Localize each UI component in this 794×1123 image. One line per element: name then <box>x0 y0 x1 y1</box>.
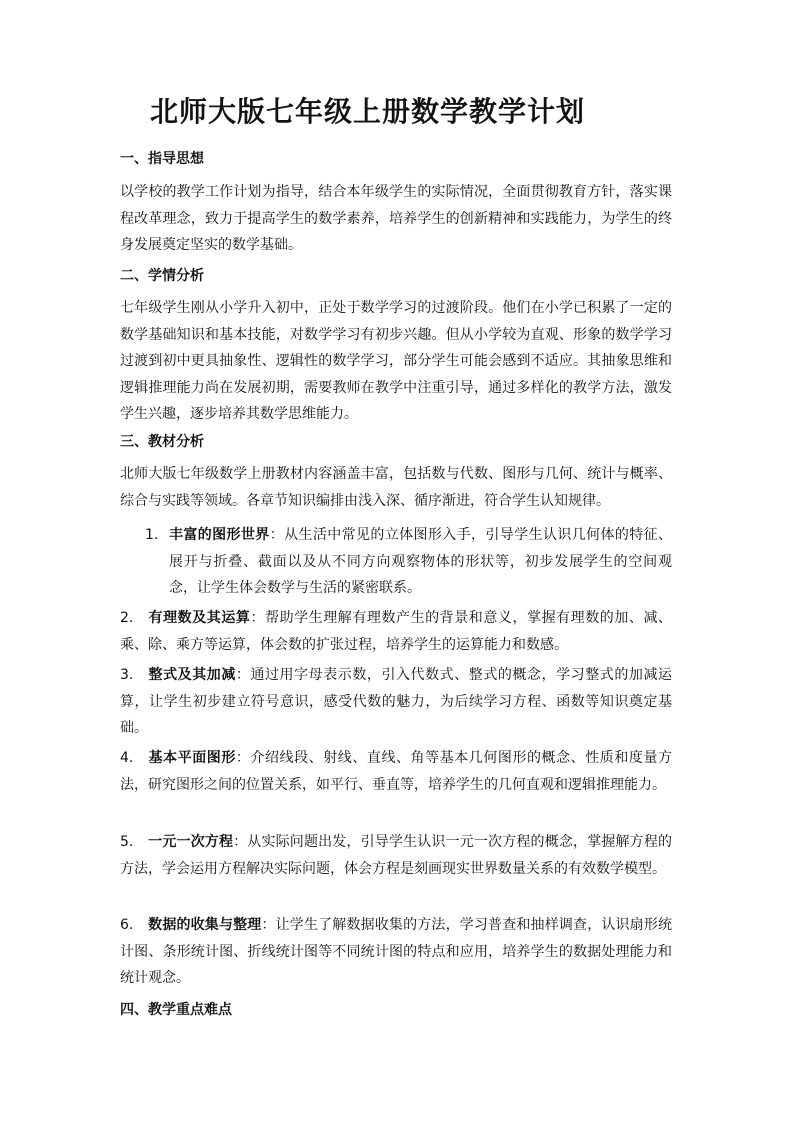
section-text-guiding-ideology: 以学校的教学工作计划为指导，结合本年级学生的实际情况，全面贯彻教育方针，落实课程改革理念，致力于提高学生的数学素养，培养学生的创新精神和实践能力，为学生的终身发展奠定坚实的数学基础。 <box>120 184 672 253</box>
chapter-item <box>145 522 672 602</box>
chapter-title: 有理数及其运算 <box>148 610 251 626</box>
chapter-description: ：通过用字母表示数，引入代数式、整式的概念，学习整式的加减运算，让学生初步建立符号意识，感受代数的魅力，为后续学习方程、函数等知识奠定基础。 <box>120 667 672 736</box>
chapter-title: 一元一次方程 <box>148 834 234 850</box>
chapter-item <box>120 662 672 742</box>
chapter-item <box>120 605 672 658</box>
chapter-description: ：介绍线段、射线、直线、角等基本几何图形的概念、性质和度量方法，研究图形之间的位置关系，如平行、垂直等，培养学生的几何直观和逻辑推理能力。 <box>120 750 672 793</box>
chapter-number: 2. <box>120 610 134 626</box>
section-text-student-analysis: 七年级学生刚从小学升入初中，正处于数学学习的过渡阶段。他们在小学已积累了一定的数学基础知识和基本技能，对数学学习有初步兴趣。但从小学较为直观、形象的数学学习过渡到初中更具抽象性、逻辑性的数学学习，部分学生可能会感到不适应。其抽象思维和逻辑推理能力尚在发展初期，需要教师在教学中注重引导，通过多样化的教学方法，激发学生兴趣，逐步培养其数学思维能力。 <box>120 300 672 422</box>
chapter-item <box>120 912 672 992</box>
chapter-number: 5. <box>120 834 134 850</box>
chapter-title: 数据的收集与整理 <box>148 917 262 933</box>
chapter-description: ：从实际问题出发，引导学生认识一元一次方程的概念，掌握解方程的方法，学会运用方程解决实际问题，体会方程是刻画现实世界数量关系的有效数学模型。 <box>120 834 673 877</box>
chapter-item <box>120 745 672 798</box>
chapter-description: ：从生活中常见的立体图形入手，引导学生认识几何体的特征、展开与折叠、截面以及从不同方向观察物体的形状等，初步发展学生的空间观念，让学生体会数学与生活的紧密联系。 <box>169 527 673 596</box>
chapter-title: 基本平面图形 <box>148 750 236 766</box>
section-heading-student-analysis: 二、学情分析 <box>120 268 204 284</box>
section-heading-textbook-analysis: 三、教材分析 <box>120 434 204 450</box>
chapter-title: 整式及其加减 <box>148 667 236 683</box>
chapter-title: 丰富的图形世界 <box>169 527 270 543</box>
chapter-number: 6. <box>120 917 134 933</box>
section-text-textbook-analysis: 北师大版七年级数学上册教材内容涵盖丰富，包括数与代数、图形与几何、统计与概率、综合与实践等领域。各章节知识编排由浅入深、循序渐进，符合学生认知规律。 <box>120 466 672 509</box>
section-heading-guiding-ideology: 一、指导思想 <box>120 151 204 167</box>
chapter-item <box>120 829 672 882</box>
document-title: 北师大版七年级上册数学教学计划 <box>150 95 586 128</box>
chapter-number: 4. <box>120 750 134 766</box>
chapter-description: ：让学生了解数据收集的方法，学习普查和抽样调查，认识扇形统计图、条形统计图、折线统计图等不同统计图的特点和应用，培养学生的数据处理能力和统计观念。 <box>120 917 673 986</box>
chapter-number: 1. <box>145 527 159 543</box>
chapter-description: ：帮助学生理解有理数产生的背景和意义，掌握有理数的加、减、乘、除、乘方等运算，体会数的扩张过程，培养学生的运算能力和数感。 <box>120 610 673 653</box>
section-heading-key-difficulties: 四、教学重点难点 <box>120 1002 232 1018</box>
chapter-number: 3. <box>120 667 134 683</box>
